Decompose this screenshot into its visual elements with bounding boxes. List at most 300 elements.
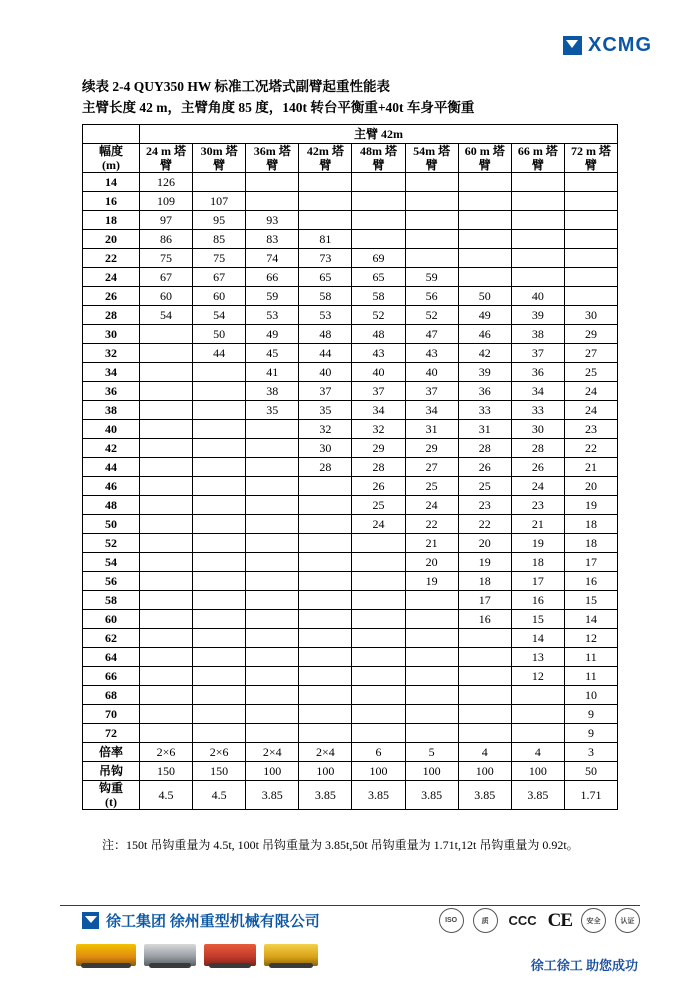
cell-radius: 28 <box>83 306 140 325</box>
cell-capacity <box>246 686 299 705</box>
cell-capacity: 33 <box>458 401 511 420</box>
footer-row-value: 100 <box>352 762 405 781</box>
cell-capacity: 31 <box>405 420 458 439</box>
cell-capacity: 19 <box>511 534 564 553</box>
cell-capacity: 19 <box>458 553 511 572</box>
cell-capacity <box>140 477 193 496</box>
footer-row-value: 4.5 <box>140 781 193 810</box>
cell-capacity: 19 <box>564 496 617 515</box>
footer-row-value: 100 <box>511 762 564 781</box>
table-row <box>83 534 618 553</box>
cert-approval-icon: 认证 <box>615 908 640 933</box>
cell-capacity: 38 <box>511 325 564 344</box>
column-header-jib-2: 36m 塔 臂 <box>246 144 299 173</box>
cell-capacity: 28 <box>299 458 352 477</box>
cell-capacity <box>299 553 352 572</box>
cell-capacity <box>246 572 299 591</box>
cell-capacity <box>511 724 564 743</box>
cell-capacity: 52 <box>352 306 405 325</box>
cell-capacity <box>405 192 458 211</box>
cell-radius: 40 <box>83 420 140 439</box>
cell-capacity: 69 <box>352 249 405 268</box>
cell-capacity <box>352 629 405 648</box>
cell-capacity <box>458 705 511 724</box>
cell-capacity <box>246 192 299 211</box>
cell-capacity: 18 <box>458 572 511 591</box>
cell-capacity: 52 <box>405 306 458 325</box>
table-row <box>83 287 618 306</box>
cell-capacity: 18 <box>564 534 617 553</box>
cell-radius: 60 <box>83 610 140 629</box>
cell-capacity: 53 <box>299 306 352 325</box>
cell-capacity <box>193 572 246 591</box>
cell-capacity <box>193 591 246 610</box>
cell-capacity <box>511 211 564 230</box>
xcmg-logo <box>563 34 652 57</box>
cell-capacity <box>352 230 405 249</box>
column-header-jib-8: 72 m 塔 臂 <box>564 144 617 173</box>
cell-capacity: 26 <box>458 458 511 477</box>
cell-radius: 24 <box>83 268 140 287</box>
table-row <box>83 211 618 230</box>
cell-capacity <box>140 667 193 686</box>
cell-capacity: 74 <box>246 249 299 268</box>
footer-row-value: 150 <box>140 762 193 781</box>
cell-capacity: 58 <box>352 287 405 306</box>
footer-row-value: 2×4 <box>299 743 352 762</box>
cell-capacity: 38 <box>246 382 299 401</box>
cell-capacity <box>299 173 352 192</box>
table-footer-row <box>83 762 618 781</box>
cell-capacity <box>511 173 564 192</box>
cell-capacity <box>193 458 246 477</box>
xcmg-footer-logo-icon <box>82 912 99 929</box>
cell-capacity <box>246 648 299 667</box>
cell-capacity: 107 <box>193 192 246 211</box>
footer-row-value: 4 <box>458 743 511 762</box>
cell-radius: 50 <box>83 515 140 534</box>
cell-capacity <box>458 268 511 287</box>
footer-row-value: 3.85 <box>511 781 564 810</box>
cell-capacity: 85 <box>193 230 246 249</box>
cell-capacity <box>299 496 352 515</box>
cell-capacity: 23 <box>511 496 564 515</box>
cell-capacity <box>140 610 193 629</box>
cell-radius: 26 <box>83 287 140 306</box>
cell-capacity: 50 <box>458 287 511 306</box>
cell-capacity <box>140 439 193 458</box>
table-row <box>83 553 618 572</box>
cell-capacity <box>246 610 299 629</box>
footer-row-value: 100 <box>246 762 299 781</box>
cell-capacity: 43 <box>352 344 405 363</box>
footer-row-label: 倍率 <box>83 743 140 762</box>
cell-radius: 42 <box>83 439 140 458</box>
cell-capacity: 25 <box>352 496 405 515</box>
cell-capacity <box>299 211 352 230</box>
cell-capacity: 42 <box>458 344 511 363</box>
cell-capacity <box>246 534 299 553</box>
cell-capacity <box>193 420 246 439</box>
cell-capacity: 54 <box>140 306 193 325</box>
cell-capacity: 95 <box>193 211 246 230</box>
cell-capacity <box>352 211 405 230</box>
cell-capacity: 49 <box>458 306 511 325</box>
cell-capacity: 28 <box>511 439 564 458</box>
cell-capacity: 23 <box>564 420 617 439</box>
machine-illustrations <box>76 944 318 966</box>
table-row <box>83 667 618 686</box>
cell-capacity: 40 <box>299 363 352 382</box>
cell-radius: 32 <box>83 344 140 363</box>
cell-capacity: 25 <box>564 363 617 382</box>
cell-capacity <box>140 572 193 591</box>
certification-badges <box>439 908 640 933</box>
cell-capacity <box>193 610 246 629</box>
cell-capacity: 20 <box>458 534 511 553</box>
xcmg-logo-icon <box>563 36 582 55</box>
cell-capacity <box>246 705 299 724</box>
cell-capacity <box>299 648 352 667</box>
column-header-jib-1: 30m 塔 臂 <box>193 144 246 173</box>
cell-capacity: 21 <box>511 515 564 534</box>
cell-capacity: 18 <box>564 515 617 534</box>
cell-capacity <box>193 382 246 401</box>
cell-capacity <box>352 610 405 629</box>
xcmg-logo-text: XCMG <box>588 34 652 56</box>
cell-capacity <box>246 496 299 515</box>
cert-safety-icon: 安全 <box>581 908 606 933</box>
footer-row-value: 3.85 <box>352 781 405 810</box>
cell-capacity <box>458 686 511 705</box>
cell-capacity <box>299 572 352 591</box>
cell-capacity: 53 <box>246 306 299 325</box>
cell-capacity <box>405 724 458 743</box>
cell-capacity: 40 <box>405 363 458 382</box>
footer-row-value: 100 <box>299 762 352 781</box>
cell-radius: 22 <box>83 249 140 268</box>
column-header-jib-7: 66 m 塔 臂 <box>511 144 564 173</box>
cell-radius: 38 <box>83 401 140 420</box>
cell-capacity <box>193 401 246 420</box>
table-note: 注：150t 吊钩重量为 4.5t, 100t 吊钩重量为 3.85t,50t 吊钩重量为 1.71t,12t 吊钩重量为 0.92t。 <box>102 838 579 852</box>
footer-row-value: 3.85 <box>405 781 458 810</box>
cell-capacity: 26 <box>511 458 564 477</box>
page-subtitle: 主臂长度 42 m，主臂角度 85 度，140t 转台平衡重+40t 车身平衡重 <box>82 100 475 115</box>
table-row <box>83 458 618 477</box>
cell-capacity <box>140 648 193 667</box>
cell-capacity: 9 <box>564 724 617 743</box>
cell-capacity <box>511 705 564 724</box>
cell-radius: 30 <box>83 325 140 344</box>
cell-capacity: 17 <box>511 572 564 591</box>
cell-capacity: 18 <box>511 553 564 572</box>
cell-capacity <box>511 230 564 249</box>
footer-row-value: 3 <box>564 743 617 762</box>
footer-company-name: 徐工集团 徐州重型机械有限公司 <box>106 914 320 930</box>
cell-capacity <box>352 534 405 553</box>
table-row <box>83 515 618 534</box>
cell-capacity: 24 <box>511 477 564 496</box>
table-row <box>83 325 618 344</box>
column-header-jib-5: 54m 塔 臂 <box>405 144 458 173</box>
page-title: 续表 2-4 QUY350 HW 标准工况塔式副臂起重性能表 <box>82 79 391 94</box>
cell-capacity <box>246 458 299 477</box>
cell-capacity <box>458 667 511 686</box>
cell-capacity <box>564 230 617 249</box>
cell-capacity <box>405 648 458 667</box>
cell-capacity <box>458 230 511 249</box>
cell-capacity <box>140 382 193 401</box>
cell-capacity: 34 <box>352 401 405 420</box>
cell-capacity <box>564 211 617 230</box>
cell-radius: 58 <box>83 591 140 610</box>
cell-capacity: 66 <box>246 268 299 287</box>
table-row <box>83 230 618 249</box>
cell-capacity <box>352 173 405 192</box>
cell-capacity: 47 <box>405 325 458 344</box>
cell-capacity <box>246 439 299 458</box>
table-corner-cell <box>83 125 140 144</box>
cell-capacity: 25 <box>458 477 511 496</box>
cert-ce-icon: CE <box>547 909 572 931</box>
cell-capacity <box>140 724 193 743</box>
table-row <box>83 173 618 192</box>
crane-illustration-3 <box>204 944 256 966</box>
cell-capacity: 37 <box>511 344 564 363</box>
cell-capacity: 37 <box>299 382 352 401</box>
cell-capacity: 44 <box>193 344 246 363</box>
cell-capacity: 65 <box>299 268 352 287</box>
cell-capacity <box>299 534 352 553</box>
cell-capacity <box>140 363 193 382</box>
footer-row-value: 150 <box>193 762 246 781</box>
cell-radius: 64 <box>83 648 140 667</box>
cell-capacity <box>246 591 299 610</box>
cell-capacity: 50 <box>193 325 246 344</box>
cell-capacity: 27 <box>405 458 458 477</box>
cell-capacity <box>458 629 511 648</box>
column-header-jib-3: 42m 塔 臂 <box>299 144 352 173</box>
cell-capacity <box>352 686 405 705</box>
table-row <box>83 629 618 648</box>
cell-capacity <box>193 496 246 515</box>
cell-capacity: 12 <box>564 629 617 648</box>
cell-capacity <box>193 724 246 743</box>
cell-capacity: 43 <box>405 344 458 363</box>
cell-capacity <box>299 705 352 724</box>
cell-capacity <box>193 477 246 496</box>
cell-capacity: 20 <box>564 477 617 496</box>
cell-capacity <box>246 629 299 648</box>
footer-row-label: 吊钩 <box>83 762 140 781</box>
cell-capacity <box>511 686 564 705</box>
cell-capacity: 17 <box>564 553 617 572</box>
cell-capacity <box>564 249 617 268</box>
cell-capacity <box>140 553 193 572</box>
cell-capacity <box>140 515 193 534</box>
table-row <box>83 648 618 667</box>
cell-capacity <box>193 629 246 648</box>
cell-capacity <box>405 686 458 705</box>
crane-illustration-2 <box>144 944 196 966</box>
footer-row-value: 4.5 <box>193 781 246 810</box>
cell-capacity: 44 <box>299 344 352 363</box>
cell-capacity <box>193 173 246 192</box>
cell-capacity: 109 <box>140 192 193 211</box>
cell-capacity <box>299 477 352 496</box>
table-row <box>83 306 618 325</box>
cell-capacity <box>299 629 352 648</box>
lifting-capacity-table-wrap <box>82 124 618 810</box>
cell-capacity: 24 <box>564 382 617 401</box>
cell-capacity: 60 <box>140 287 193 306</box>
cell-capacity <box>458 249 511 268</box>
cell-capacity: 93 <box>246 211 299 230</box>
cell-capacity <box>246 477 299 496</box>
cell-capacity: 30 <box>299 439 352 458</box>
table-row <box>83 724 618 743</box>
cell-capacity: 60 <box>193 287 246 306</box>
cell-capacity: 21 <box>564 458 617 477</box>
cell-capacity <box>140 344 193 363</box>
cell-capacity <box>564 268 617 287</box>
cell-capacity: 34 <box>405 401 458 420</box>
cell-capacity: 73 <box>299 249 352 268</box>
cell-capacity: 46 <box>458 325 511 344</box>
cell-capacity: 24 <box>405 496 458 515</box>
cert-iso-icon: ISO <box>439 908 464 933</box>
table-row <box>83 192 618 211</box>
cell-capacity <box>140 420 193 439</box>
footer-row-value: 2×6 <box>193 743 246 762</box>
cell-capacity <box>140 401 193 420</box>
crane-illustration-1 <box>76 944 136 966</box>
cert-quality-icon: 质 <box>473 908 498 933</box>
cell-capacity: 83 <box>246 230 299 249</box>
cell-capacity: 75 <box>140 249 193 268</box>
cell-radius: 46 <box>83 477 140 496</box>
cell-capacity <box>564 287 617 306</box>
cell-capacity: 59 <box>246 287 299 306</box>
footer-row-value: 5 <box>405 743 458 762</box>
cell-capacity: 14 <box>511 629 564 648</box>
cell-capacity <box>458 211 511 230</box>
cell-capacity: 11 <box>564 667 617 686</box>
table-row <box>83 344 618 363</box>
cell-capacity <box>193 439 246 458</box>
cell-capacity <box>140 458 193 477</box>
cell-capacity <box>246 553 299 572</box>
cell-capacity <box>193 686 246 705</box>
cell-capacity <box>299 515 352 534</box>
cell-capacity <box>564 192 617 211</box>
cell-capacity: 36 <box>511 363 564 382</box>
cell-capacity <box>352 553 405 572</box>
cell-capacity: 23 <box>458 496 511 515</box>
footer-row-value: 2×6 <box>140 743 193 762</box>
cell-capacity <box>405 705 458 724</box>
table-row <box>83 439 618 458</box>
table-row <box>83 610 618 629</box>
cell-capacity: 30 <box>564 306 617 325</box>
column-header-jib-0: 24 m 塔 臂 <box>140 144 193 173</box>
cell-capacity: 16 <box>564 572 617 591</box>
cell-capacity <box>140 705 193 724</box>
table-footer-row <box>83 781 618 810</box>
cell-capacity <box>405 173 458 192</box>
cell-capacity <box>193 515 246 534</box>
cell-radius: 56 <box>83 572 140 591</box>
cell-capacity <box>299 192 352 211</box>
cell-capacity: 58 <box>299 287 352 306</box>
table-group-header: 主臂 42m <box>140 125 618 144</box>
cell-radius: 48 <box>83 496 140 515</box>
cell-capacity <box>299 667 352 686</box>
lifting-capacity-table <box>82 124 618 810</box>
cell-capacity: 126 <box>140 173 193 192</box>
cell-capacity: 28 <box>458 439 511 458</box>
table-footer-row <box>83 743 618 762</box>
cell-capacity <box>140 591 193 610</box>
table-row <box>83 249 618 268</box>
cell-capacity <box>405 230 458 249</box>
cell-capacity: 67 <box>140 268 193 287</box>
cell-capacity <box>193 534 246 553</box>
cell-capacity: 48 <box>352 325 405 344</box>
footer-row-value: 50 <box>564 762 617 781</box>
cell-capacity: 31 <box>458 420 511 439</box>
footer-row-value: 3.85 <box>246 781 299 810</box>
cell-capacity: 81 <box>299 230 352 249</box>
cell-capacity: 12 <box>511 667 564 686</box>
cell-radius: 66 <box>83 667 140 686</box>
cell-capacity: 24 <box>352 515 405 534</box>
table-row <box>83 477 618 496</box>
cell-radius: 70 <box>83 705 140 724</box>
cell-capacity: 22 <box>564 439 617 458</box>
cell-capacity <box>299 610 352 629</box>
cell-capacity <box>405 610 458 629</box>
cell-capacity <box>352 648 405 667</box>
footer-company <box>82 910 320 931</box>
cell-capacity: 40 <box>352 363 405 382</box>
cell-capacity: 39 <box>511 306 564 325</box>
cell-capacity <box>299 724 352 743</box>
table-row <box>83 496 618 515</box>
cell-capacity <box>193 667 246 686</box>
cell-capacity <box>246 667 299 686</box>
cell-capacity: 45 <box>246 344 299 363</box>
cell-capacity: 56 <box>405 287 458 306</box>
cell-capacity: 54 <box>193 306 246 325</box>
title-block <box>82 76 622 118</box>
cell-capacity: 15 <box>511 610 564 629</box>
column-header-jib-4: 48m 塔 臂 <box>352 144 405 173</box>
cell-capacity: 9 <box>564 705 617 724</box>
cell-capacity: 86 <box>140 230 193 249</box>
table-row <box>83 705 618 724</box>
cell-capacity: 49 <box>246 325 299 344</box>
cell-capacity: 30 <box>511 420 564 439</box>
cell-capacity: 34 <box>511 382 564 401</box>
cell-capacity: 14 <box>564 610 617 629</box>
cell-capacity <box>405 629 458 648</box>
footer-row-value: 2×4 <box>246 743 299 762</box>
footer-row-value: 6 <box>352 743 405 762</box>
cell-capacity <box>140 534 193 553</box>
cell-capacity: 17 <box>458 591 511 610</box>
